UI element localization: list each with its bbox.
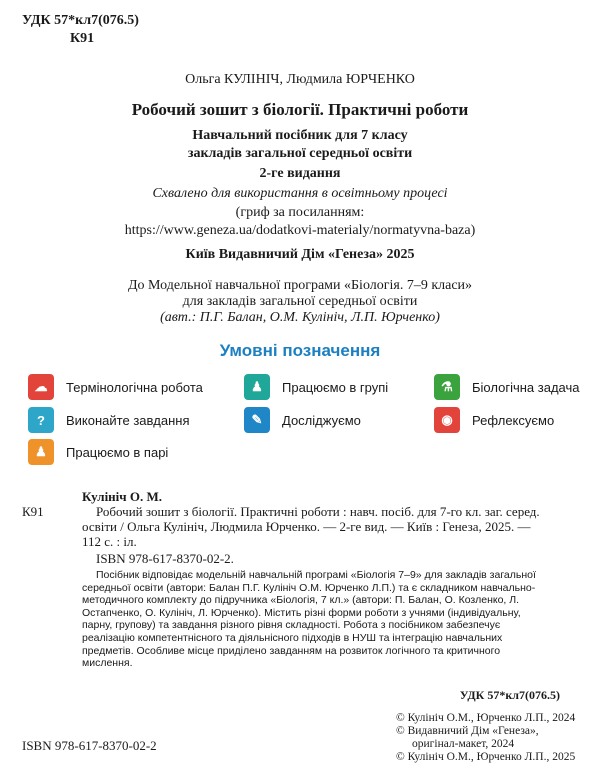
dna-icon: ⚗ <box>434 374 460 400</box>
legend-item <box>434 407 554 433</box>
catalog-code: К91 <box>22 504 44 519</box>
legend-label: Досліджуємо <box>282 412 361 428</box>
legend-item <box>28 374 203 400</box>
copyright-line: © Видавничий Дім «Генеза», <box>396 725 539 737</box>
group-icon: ♟ <box>244 374 270 400</box>
legend-item <box>434 374 579 400</box>
author-mark: К91 <box>70 31 95 46</box>
annotation: Посібник відповідає модельній навчальній програмі «Біологія 7–9» для закладів загальної середньої освіти (автори: Балан П.Г. Кулініч О.М. Юрченко Л.П.) та є складником навчально-методичного комплекту до підручника «Біологія, 7 кл.» (автори: П. Балан, О. Козленко, Л. Остапченко, О. Кулініч, Л. Юрченко). Містить різні форми роботи з учнями (індивідуальну, парну, групову) та завдання різного рівня складності. Робота з посібником забезпечує реалізацію компетентнісного та діяльнісного підходів в НУШ та інтеграцію навчальних предметів. Особливе місце приділено завданням на розвиток логічного та критичного мислення. <box>82 569 536 670</box>
legend-heading: Умовні позначення <box>219 341 381 360</box>
isbn: ISBN 978-617-8370-02-2 <box>22 738 157 753</box>
legend-item <box>28 407 189 433</box>
copyright-line: © Кулініч О.М., Юрченко Л.П., 2024 <box>396 712 576 724</box>
legend-label: Термінологічна робота <box>66 379 203 395</box>
grif-line: (гриф за посиланням: <box>235 205 365 220</box>
biblio-isbn: ISBN 978-617-8370-02-2. <box>96 551 234 566</box>
copyright-line: оригінал-макет, 2024 <box>412 738 515 750</box>
program-line: для закладів загальної середньої освіти <box>182 294 418 309</box>
legend-label: Біологічна задача <box>472 379 580 395</box>
legend-item <box>244 407 361 433</box>
approval-note: Схвалено для використання в освітньому процесі <box>152 186 448 201</box>
lips-icon: ◉ <box>434 407 460 433</box>
program-note <box>0 278 600 326</box>
biblio-description: Робочий зошит з біології. Практичні роботи : навч. посіб. для 7-го кл. заг. серед. освіти / Ольга Кулініч, Людмила Юрченко. — 2-ге вид. — Київ : Генеза, 2025. — 112 с. : іл. <box>82 504 540 549</box>
legend-label: Працюємо в групі <box>282 379 389 395</box>
copyright-block <box>396 712 575 764</box>
subtitle-line: Навчальний посібник для 7 класу <box>192 128 408 143</box>
legend-item <box>244 374 388 400</box>
book-subtitle <box>0 127 600 163</box>
udc-bottom: УДК 57*кл7(076.5) <box>459 688 560 702</box>
udc-code: УДК 57*кл7(076.5) <box>22 13 139 28</box>
subtitle-line: закладів загальної середньої освіти <box>187 146 413 161</box>
program-authors: (авт.: П.Г. Балан, О.М. Кулініч, Л.П. Юрченко) <box>160 310 440 325</box>
question-icon: ? <box>28 407 54 433</box>
legend-label: Працюємо в парі <box>66 444 169 460</box>
legend-label: Виконайте завдання <box>66 412 190 428</box>
cloud-up-icon: ☁ <box>28 374 54 400</box>
copyright-line: © Кулініч О.М., Юрченко Л.П., 2025 <box>396 751 576 763</box>
research-icon: ✎ <box>244 407 270 433</box>
authors: Ольга КУЛІНІЧ, Людмила ЮРЧЕНКО <box>185 72 415 87</box>
legend-label: Рефлексуємо <box>472 412 555 428</box>
edition: 2-ге видання <box>259 166 341 181</box>
grif-url: https://www.geneza.ua/dodatkovi-materialy/normatyvna-baza) <box>124 223 476 238</box>
program-line: До Модельної навчальної програми «Біологія. 7–9 класи» <box>127 278 473 293</box>
book-title: Робочий зошит з біології. Практичні роботи <box>131 100 469 119</box>
publisher-line: Київ Видавничий Дім «Генеза» 2025 <box>185 247 415 262</box>
legend-item <box>28 439 168 465</box>
pair-icon: ♟ <box>28 439 54 465</box>
biblio-author: Кулініч О. М. <box>82 489 162 504</box>
grif-note <box>0 204 600 240</box>
udc-block <box>22 12 139 48</box>
